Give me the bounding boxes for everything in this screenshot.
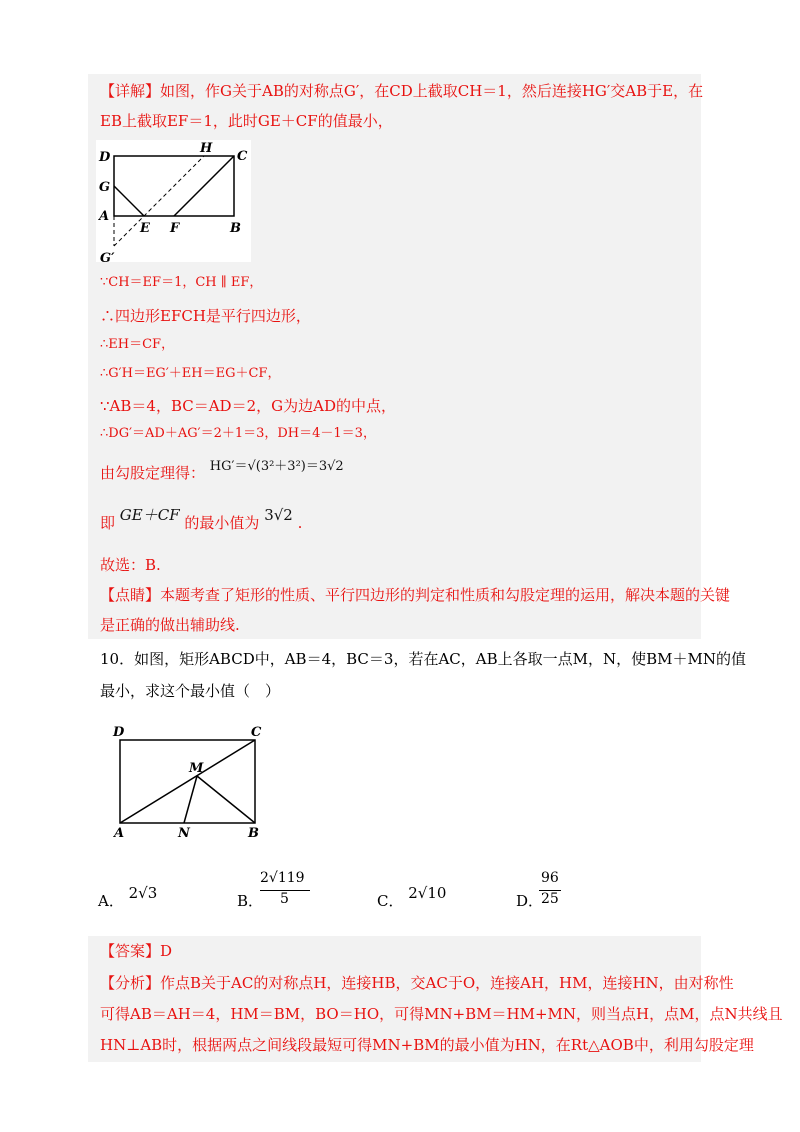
option-b-numerator: 2√119 bbox=[260, 870, 305, 886]
step-2: ∴四边形EFCH是平行四边形， bbox=[100, 307, 311, 325]
step-7-math: HG′＝√(3²＋3²)＝3√2 bbox=[209, 459, 344, 474]
answer-label: 【答案】D bbox=[100, 942, 173, 960]
dashed-hg-prime bbox=[114, 156, 204, 246]
option-d-letter: D． bbox=[516, 892, 544, 910]
step-6: ∴DG′＝AD＋AG′＝2＋1＝3，DH＝4－1＝3， bbox=[100, 426, 376, 441]
label-g-prime: G′ bbox=[100, 251, 115, 265]
label-d: D bbox=[99, 150, 111, 165]
diagram-2-svg bbox=[110, 722, 270, 842]
diagram-1-svg bbox=[96, 140, 251, 265]
diagram-1 bbox=[96, 140, 251, 265]
comment-line-2: 是正确的做出辅助线. bbox=[100, 616, 240, 634]
analysis-line-1: 【分析】作点B关于AC的对称点H，连接HB，交AC于O，连接AH，HM，连接HN，由对称性 bbox=[100, 974, 734, 992]
option-c[interactable] bbox=[377, 884, 447, 911]
step-7 bbox=[100, 459, 344, 486]
analysis-line-2: 可得AB＝AH＝4，HM＝BM，BO＝HO，可得MN+BM＝HM+MN，则当点H，点M，点N共线且 bbox=[100, 1005, 783, 1023]
option-a[interactable] bbox=[98, 884, 158, 911]
label-d-2: D bbox=[113, 725, 125, 740]
label-c: C bbox=[237, 149, 248, 164]
label-g: G bbox=[99, 180, 111, 195]
step-5: ∵AB＝4，BC＝AD＝2，G为边AD的中点， bbox=[100, 397, 396, 415]
label-m: M bbox=[189, 761, 204, 776]
step-8-math: GE＋CF bbox=[119, 506, 180, 524]
analysis-line-3: HN⊥AB时，根据两点之间线段最短可得MN+BM的最小值为HN，在Rt△AOB中，利用勾股定理 bbox=[100, 1036, 754, 1054]
step-8-mid: 的最小值为 bbox=[184, 514, 260, 532]
step-8 bbox=[100, 506, 303, 534]
step-3: ∴EH＝CF， bbox=[100, 337, 175, 352]
diagram-2 bbox=[110, 722, 270, 842]
label-b: B bbox=[230, 221, 241, 236]
label-a-2: A bbox=[114, 826, 125, 841]
step-1: ∵CH＝EF＝1，CH ∥ EF， bbox=[100, 275, 263, 290]
step-8-end: . bbox=[297, 514, 303, 532]
step-8-value: 3√2 bbox=[264, 506, 293, 524]
question-line-1: 10．如图，矩形ABCD中，AB＝4，BC＝3，若在AC，AB上各取一点M，N，使BM＋MN的值 bbox=[100, 650, 746, 668]
label-c-2: C bbox=[251, 725, 262, 740]
label-h: H bbox=[200, 141, 213, 156]
option-d-denominator: 25 bbox=[541, 891, 559, 907]
option-b-denominator: 5 bbox=[280, 891, 289, 907]
option-c-letter: C． bbox=[377, 892, 404, 910]
step-7-prefix: 由勾股定理得： bbox=[100, 464, 206, 482]
question-line-2: 最小，求这个最小值（ ） bbox=[100, 682, 281, 700]
choose-line: 故选：B. bbox=[100, 556, 161, 574]
step-8-prefix: 即 bbox=[100, 514, 116, 532]
label-n: N bbox=[178, 826, 190, 841]
option-d[interactable] bbox=[516, 870, 576, 910]
label-f: F bbox=[170, 221, 180, 236]
option-d-numerator: 96 bbox=[541, 870, 559, 886]
label-a: A bbox=[99, 209, 110, 224]
label-e: E bbox=[140, 221, 150, 236]
segment-fc bbox=[174, 156, 234, 216]
segment-ge bbox=[114, 186, 144, 216]
solution-line-1: 【详解】如图，作G关于AB的对称点G′，在CD上截取CH＝1，然后连接HG′交AB于E，在 bbox=[100, 82, 704, 100]
option-a-letter: A． bbox=[98, 892, 124, 910]
step-4: ∴G′H＝EG′＋EH＝EG＋CF， bbox=[100, 366, 281, 381]
option-c-value: 2√10 bbox=[408, 884, 447, 902]
option-b[interactable] bbox=[237, 870, 317, 910]
solution-line-2: EB上截取EF＝1，此时GE＋CF的值最小， bbox=[100, 112, 393, 130]
label-b-2: B bbox=[248, 826, 259, 841]
option-a-value: 2√3 bbox=[128, 884, 158, 902]
option-b-letter: B． bbox=[237, 892, 264, 910]
segment-bm bbox=[197, 776, 255, 823]
comment-line-1: 【点睛】本题考查了矩形的性质、平行四边形的判定和性质和勾股定理的运用，解决本题的关键 bbox=[100, 586, 731, 604]
